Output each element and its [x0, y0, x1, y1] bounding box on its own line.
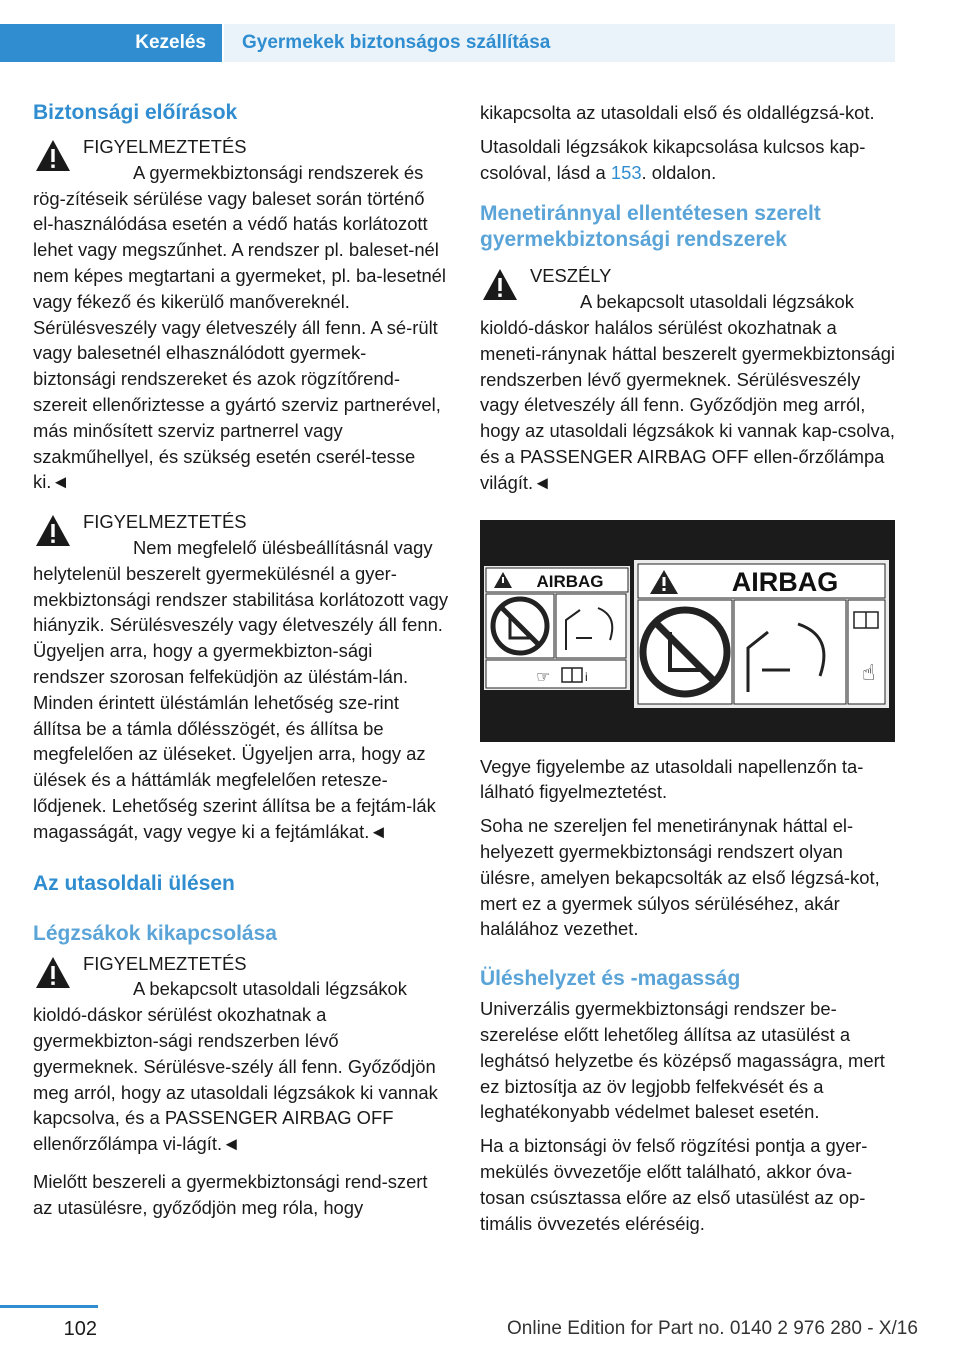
- paragraph: kikapcsolta az utasoldali első és oldallégzsá-kot.: [480, 102, 875, 123]
- paragraph-text: Utasoldali légzsákok kikapcsolása kulcsos kap-csolóval, lásd a: [480, 135, 866, 183]
- heading-seat-position: Üléshelyzet és -magasság: [480, 967, 741, 991]
- paragraph-text: . oldalon.: [641, 161, 717, 183]
- svg-text:☞: ☞: [536, 666, 551, 686]
- tab-kezeles[interactable]: Kezelés: [0, 24, 222, 62]
- page-link[interactable]: 153: [610, 161, 642, 183]
- heading-rear-facing-seats: Menetiránnyal ellentétesen szerelt gyermekbiztonsági rendszerek: [480, 202, 821, 252]
- warning-block-3: [33, 951, 449, 1157]
- warning-block-2: [33, 509, 449, 844]
- warning-triangle-icon: [480, 265, 520, 305]
- airbag-label-small-text: AIRBAG: [536, 571, 604, 591]
- paragraph: Soha ne szereljen fel menetiránynak háttal el-helyezett gyermekbiztonsági rendszert olyan ülésre, amelyen bekapcsolták az első légzsá-kot, mert ez a gyermek súlyos sérüléséhez, akár halálához vezethet.: [480, 815, 880, 940]
- paragraph: Mielőtt beszereli a gyermekbiztonsági rend-szert az utasülésre, győződjön meg róla, hogy: [33, 1170, 428, 1218]
- tab-section-title[interactable]: Gyermekek biztonságos szállítása: [222, 24, 895, 62]
- footer-divider: [0, 1305, 98, 1308]
- warning-block-1: [33, 134, 449, 495]
- warning-title: FIGYELMEZTETÉS: [83, 136, 247, 157]
- danger-title: VESZÉLY: [530, 265, 612, 287]
- warning-title: FIGYELMEZTETÉS: [83, 511, 247, 533]
- warning-title: FIGYELMEZTETÉS: [83, 952, 247, 974]
- danger-block: [480, 263, 896, 495]
- warning-triangle-icon: [33, 136, 73, 176]
- paragraph: Univerzális gyermekbiztonsági rendszer be-szerelése előtt lehetőleg állítsa az utasülést a leghátsó helyzetbe és középső magasságra, mert ez biztosítja az öv legjobb felfekvését és a leghatékonyabb védelmet baleset esetén.: [480, 998, 885, 1123]
- left-column: [33, 100, 449, 1220]
- warning-text: A bekapcsolt utasoldali légzsákok kioldó-dáskor sérülést okozhatnak a gyermekbizton-sági rendszerben lévő gyermeknek. Sérülésve-szély áll fenn. Győződjön meg arról, hogy az utasoldali légzsákok ki vannak kapcsolva, és a PASSENGER AIRBAG OFF ellenőrzőlámpa vi-lágít.◄: [33, 978, 438, 1155]
- right-column: [480, 100, 896, 1236]
- warning-text: Nem megfelelő ülésbeállításnál vagy helytelenül beszerelt gyermekülésnél a gyer-mekbiztonsági rendszer stabilitása korlátozott vagy hiányzik. Sérülésveszély vagy életveszély áll fenn. Ügyeljen arra, hogy a gyermekbizton-sági rendszer szorosan felfeküdjön az üléstám-lán. Minden érintett üléstámlán lehetőség sze-rint állítsa be a támla dőlésszögét, és állítsa be megfelelően az üléseket. Ügyeljen arra, hogy az ülések és a háttámlák megfelelően retesze-lődjenek. Lehetőség szerint állítsa be a fejtám-lák magasságát, vagy vegye ki a fejtámlákat.◄: [33, 536, 449, 842]
- airbag-label-large-text: AIRBAG: [731, 566, 839, 597]
- heading-airbag-deactivation: Légzsákok kikapcsolása: [33, 921, 277, 945]
- warning-triangle-icon: [33, 511, 73, 551]
- warning-text: A gyermekbiztonsági rendszerek és rög-zítéseik sérülése vagy baleset során történő el-használódása esetén a védő hatás korlátozott lehet vagy megszűnhet. A rendszer pl. baleset-nél nem képes megtartani a gyermeket, pl. ba-lesetnél vagy fékező és kikerülő manővereknél. Sérülésveszély vagy életveszély áll fenn. A sé-rült vagy balesetnél elhasználódott gyermek-biztonsági rendszereket és azok rögzítőrend-szereit ellenőriztesse a gyártó szerviz partnerével, más minősített szerviz partnerrel vagy szakműhellyel, és szükség esetén cserél-tesse ki.◄: [33, 161, 446, 493]
- danger-text: A bekapcsolt utasoldali légzsákok kioldó-dáskor halálos sérülést okozhatnak a meneti-ránynak háttal beszerelt gyermekbiztonsági rendszerben lévő gyermeknek. Sérülésveszély vagy életveszély áll fenn. Győződjön meg arról, hogy az utasoldali légzsákok ki vannak kap-csolva, és a PASSENGER AIRBAG OFF ellen-őrzőlámpa világít.◄: [480, 291, 896, 493]
- airbag-warning-label-photo: [480, 520, 895, 742]
- airbag-labels-image: [480, 520, 895, 742]
- heading-passenger-seat: Az utasoldali ülésen: [33, 871, 235, 895]
- svg-text:i: i: [585, 669, 588, 684]
- paragraph: Vegye figyelembe az utasoldali napellenzőn ta-lálható figyelmeztetést.: [480, 755, 864, 803]
- paragraph-with-link: [480, 134, 896, 186]
- paragraph: Ha a biztonsági öv felső rögzítési pontja a gyer-mekülés övvezetője előtt található, akkor óva-tosan csúsztassa előre az első utasülést az op-timális övvezetés eléréséig.: [480, 1135, 868, 1234]
- header-bar: [0, 24, 895, 62]
- warning-triangle-icon: [33, 953, 73, 993]
- heading-safety-rules: Biztonsági előírások: [33, 101, 238, 124]
- svg-text:☝: ☝: [862, 660, 876, 686]
- page-number: 102: [63, 1318, 97, 1340]
- edition-footer: Online Edition for Part no. 0140 2 976 280 - X/16: [507, 1318, 918, 1339]
